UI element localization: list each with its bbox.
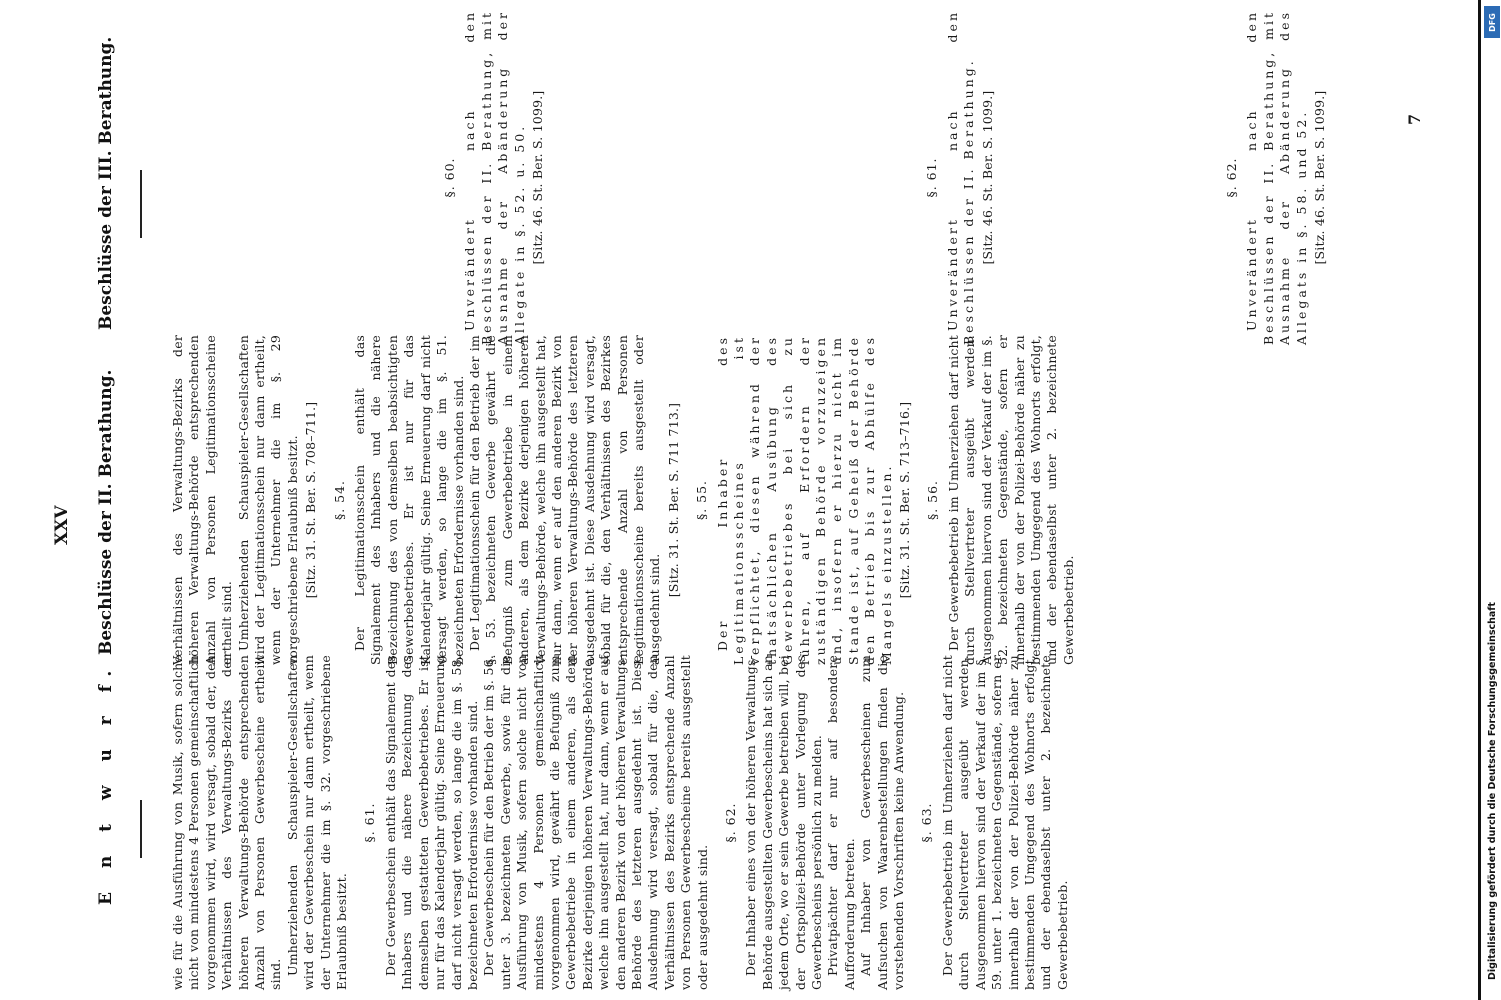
footer-page-number: 7 (1405, 113, 1424, 125)
third-paragraph: Unverändert nach den Beschlüssen der II. Berathung, mit Ausnahme der Abänderung des Allegats in §. 58. und 52. (1244, 10, 1309, 345)
entwurf-paragraph: Umherziehenden Schauspieler-Gesellschaften wird der Gewerbeschein nur dann ertheilt, wenn der Unternehmer die im §. 32. vorgeschriebene Erlaubniß besitzt. (284, 655, 350, 990)
third-paragraph: Unverändert nach den Beschlüssen der II. Berathung. (944, 10, 977, 345)
header-rule-entwurf (140, 800, 142, 858)
page-number: XXV (52, 505, 72, 545)
scan-edge (1478, 0, 1481, 1000)
session-reference: [Sitz. 31. St. Ber. S. 708–711.] (303, 401, 319, 599)
entwurf-paragraph: Der Gewerbebetrieb im Umherziehen darf nicht durch Stellvertreter ausgeübt werden. Ausgenommen hiervon sind der Verkauf der im §. 59. unter 1. bezeichneten Gegenstände, sofern er innerhalb der von der Polizei-Behörde näher zu bestimmenden Umgegend des Wohnorts erfolgt, und der ebendaselbst unter 2. bezeichnete Gewerbebetrieb. (939, 655, 1070, 990)
section-heading-56: §. 56. (925, 479, 941, 521)
session-reference: [Sitz. 46. St. Ber. S. 1099.] (530, 90, 546, 265)
header-rule-third (140, 170, 142, 238)
entwurf-paragraph: Der Gewerbeschein für den Betrieb der im §. 56. unter 3. bezeichneten Gewerbe, sowie für die Ausführung von Musik, sofern solche nicht von mindestens 4 Personen gemeinschaftlich vorgenommen wird, gewährt die Befugniß zum Gewerbebetriebe in einem anderen, als dem Bezirke derjenigen höheren Verwaltungs-Behörde, welche ihn ausgestellt hat, nur dann, wenn er auf den anderen Bezirk von der höheren Verwaltungs-Behörde des letzteren ausgedehnt ist. Diese Ausdehnung wird versagt, sobald für die, den Verhältnissen des Bezirks entsprechende Anzahl von Personen Gewerbescheine bereits ausgestellt oder ausgedehnt sind. (481, 655, 710, 990)
session-reference: [Sitz. 46. St. Ber. S. 1099.] (1312, 90, 1328, 265)
entwurf-paragraph: Privatpächter darf er nur auf besondere Aufforderung betreten. (825, 655, 857, 990)
entwurf-column (170, 655, 1195, 990)
session-reference: [Sitz. 31. St. Ber. S. 711 713.] (665, 402, 681, 598)
section-heading-61: §. 61. (924, 157, 940, 198)
entwurf-paragraph: Der Gewerbeschein enthält das Signalement des Inhabers und die nähere Bezeichnung des demselben gestatteten Gewerbebetriebes. Er ist nur für das Kalenderjahr gültig. Seine Erneuerung darf nicht versagt werden, so lange die im §. 58. bezeichneten Erfordernisse vorhanden sind. (382, 655, 480, 990)
header-third-reading: Beschlüsse der III. Berathung. (96, 36, 116, 330)
second-paragraph: Der Legitimationsschein für den Betrieb der im §. 53. bezeichneten Gewerbe gewährt die Befugniß zum Gewerbebetriebe in einem anderen, als dem Bezirke derjenigen höheren Verwaltungs-Behörde, welche ihn ausgestellt hat, nur dann, wenn er auf den anderen Bezirk von der höheren Verwaltungs-Behörde des letzteren ausgedehnt ist. Diese Ausdehnung wird versagt, sobald für die, den Verhältnissen des Bezirkes entsprechende Anzahl von Personen Legitimationsscheine bereits ausgestellt oder ausgedehnt sind. (466, 335, 663, 665)
entwurf-paragraph: wie für die Ausführung von Musik, sofern solche nicht von mindestens 4 Personen gemeinschaftlich vorgenommen wird, wird versagt, sobald der, den Verhältnissen des Verwaltungs-Bezirks der höheren Verwaltungs-Behörde entsprechenden Anzahl von Personen Gewerbescheine ertheilt sind. (170, 655, 284, 990)
third-paragraph: Unverändert nach den Beschlüssen der II. Berathung, mit Ausnahme der Abänderung der Allegate in §. 52. u. 50. (462, 10, 527, 345)
second-reading-column (170, 335, 1220, 665)
entwurf-paragraph: Auf Inhaber von Gewerbescheinen zum Aufsuchen von Waarenbestellungen finden die vorstehenden Vorschriften keine Anwendung. (858, 655, 907, 990)
second-paragraph: Verhältnissen des Verwaltungs-Bezirks der höheren Verwaltungs-Behörde entsprechenden Anzahl von Personen Legitimationsscheine ertheilt sind. (170, 335, 235, 665)
spacer (552, 10, 912, 345)
dfg-logo-text: DFG (1487, 12, 1497, 32)
section-heading-63: §. 63. (919, 802, 935, 843)
section-heading-62: §. 62. (1224, 157, 1240, 198)
section-heading-61: §. 61. (362, 802, 378, 843)
second-paragraph: Umherziehenden Schauspieler-Gesellschaften wird der Legitimationsschein nur dann ertheilt, wenn der Unternehmer die im §. 29 vorgeschriebene Erlaubniß besitzt. (235, 335, 300, 665)
third-reading-column (430, 10, 1440, 345)
digitization-credit: Digitalisierung gefördert durch die Deutsche Forschungsgemeinschaft (1487, 602, 1498, 980)
second-paragraph: Der Legitimationsschein enthält das Signalement des Inhabers und die nähere Bezeichnung des von demselben beabsichtigten Gewerbebetriebes. Er ist nur für das Kalenderjahr gültig. Seine Erneuerung darf nicht versagt werden, so lange die im §. 51. bezeichneten Erfordernisse vorhanden sind. (352, 335, 466, 665)
second-paragraph: Der Inhaber des Legitimationsscheines ist verpflichtet, diesen während der thatsächlichen Ausübung des Gewerbebetriebes bei sich zu führen, auf Erfordern der zuständigen Behörde vorzuzeigen und, insofern er hierzu nicht im Stande ist, auf Geheiß der Behörde den Betrieb bis zur Abhülfe des Mangels einzustellen. (714, 335, 894, 665)
session-reference: [Sitz. 46. St. Ber. S. 1099.] (979, 90, 995, 265)
session-reference: [Sitz. 31. St. Ber. S. 713–716.] (897, 401, 913, 599)
second-paragraph: Der Gewerbebetrieb im Umherziehen darf nicht durch Stellvertreter ausgeübt werden. Ausgenommen hiervon sind der Verkauf der im §. 52. bezeichneten Gegenstände, sofern er innerhalb der von der Polizei-Behörde näher zu bestimmenden Umgegend des Wohnorts erfolgt, und der ebendaselbst unter 2. bezeichnete Gewerbebetrieb. (945, 335, 1076, 665)
header-entwurf: E n t w u r f. (96, 661, 116, 905)
header-second-reading: Beschlüsse der II. Berathung. (96, 369, 116, 655)
spacer (1002, 10, 1212, 345)
entwurf-paragraph: Der Inhaber eines von der höheren Verwaltungs-Behörde ausgestellten Gewerbescheins hat sich an jedem Orte, wo er sein Gewerbe betreiben will, bei der Ortspolizei-Behörde unter Vorlegung des Gewerbescheins persönlich zu melden. (743, 655, 825, 990)
section-heading-55: §. 55. (694, 479, 710, 521)
section-heading-62: §. 62. (723, 802, 738, 843)
section-heading-60: §. 60. (442, 157, 457, 198)
section-heading-54: §. 54. (331, 479, 347, 521)
